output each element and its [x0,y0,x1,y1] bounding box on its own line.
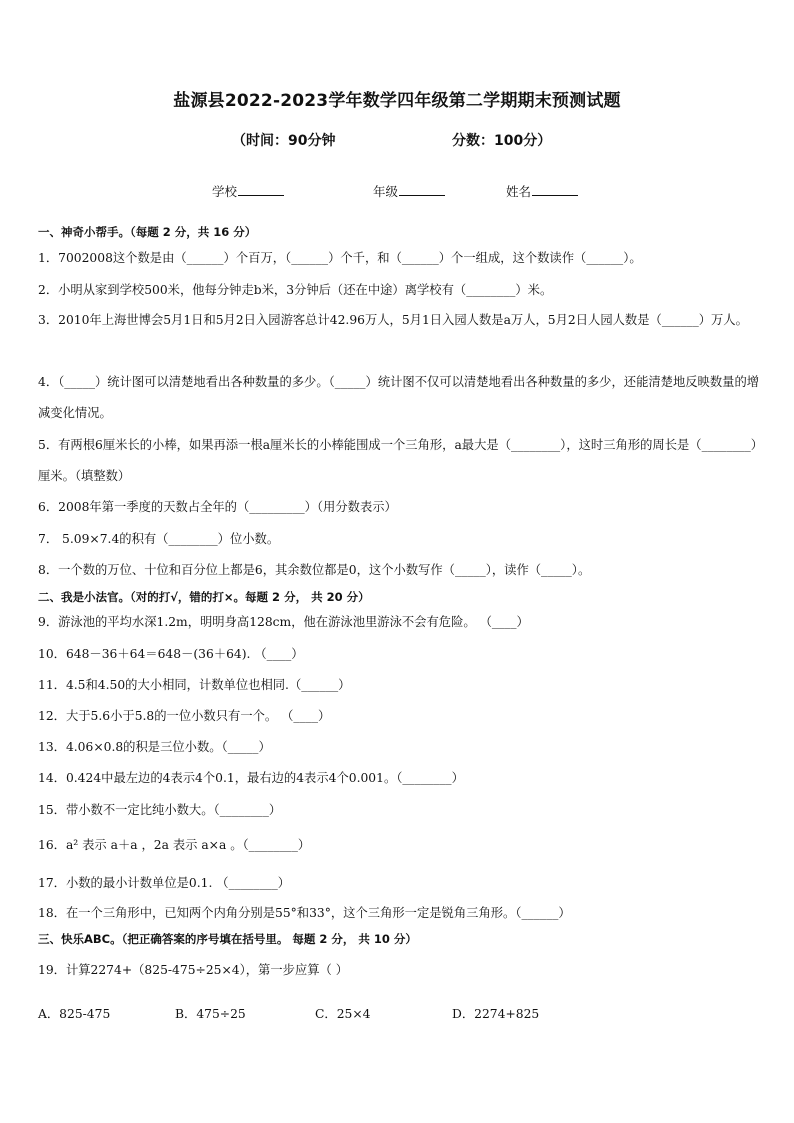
question-8: 8．一个数的万位、十位和百分位上都是6，其余数位都是0，这个小数写作（_____），读作（_____）。 [38,563,591,577]
question-18: 18．在一个三角形中，已知两个内角分别是55°和33°，这个三角形一定是锐角三角形。（______） [38,906,571,920]
option-b[interactable]: B．475÷25 [175,1007,246,1021]
time-label: （时间：90分钟 [232,133,336,149]
question-6: 6．2008年第一季度的天数占全年的（_________）（用分数表示） [38,500,397,514]
question-1: 1．7002008这个数是由（______）个百万，（______）个千，和（______）个一组成，这个数读作（______）。 [38,251,642,265]
grade-field [373,182,445,200]
section-heading-1: 一、神奇小帮手。（每题 2 分，共 16 分） [38,225,257,239]
name-label: 姓名 [506,184,532,199]
grade-blank[interactable] [399,183,445,196]
question-10: 10．648－36＋64＝648－(36＋64). （____） [38,647,304,661]
question-19: 19．计算2274+（825-475÷25×4），第一步应算（ ） [38,963,349,977]
question-14: 14．0.424中最左边的4表示4个0.1，最右边的4表示4个0.001。（________） [38,771,464,785]
name-field [506,182,578,200]
question-3: 3．2010年上海世博会5月1日和5月2日入园游客总计42.96万人，5月1日入园人数是a万人，5月2日人园人数是（______）万人。 [38,313,748,327]
school-label: 学校 [212,184,238,199]
question-17: 17．小数的最小计数单位是0.1. （________） [38,876,291,890]
option-c[interactable]: C．25×4 [315,1007,371,1021]
option-a[interactable]: A．825-475 [38,1007,111,1021]
question-5: 5．有两根6厘米长的小棒，如果再添一根a厘米长的小棒能围成一个三角形，a最大是（________），这时三角形的周长是（________）厘米。（填整数） [38,438,757,483]
question-11: 11．4.5和4.50的大小相同，计数单位也相同.（______） [38,678,351,692]
page-title: 盐源县2022-2023学年数学四年级第二学期期末预测试题 [173,91,621,111]
question-16: 16．a² 表示 a＋a ，2a 表示 a×a 。（________） [38,838,311,852]
section-heading-2: 二、我是小法官。（对的打√，错的打×。每题 2 分， 共 20 分） [38,590,370,604]
option-d[interactable]: D．2274+825 [452,1007,540,1021]
question-4: 4．（_____）统计图可以清楚地看出各种数量的多少。（_____）统计图不仅可以清楚地看出各种数量的多少，还能清楚地反映数量的增减变化情况。 [38,375,760,420]
grade-label: 年级 [373,184,399,199]
question-12: 12．大于5.6小于5.8的一位小数只有一个。 （____） [38,709,331,723]
school-field [212,182,284,200]
question-2: 2．小明从家到学校500米，他每分钟走b米，3分钟后（还在中途）离学校有（________）米。 [38,283,553,297]
section-heading-3: 三、快乐ABC。（把正确答案的序号填在括号里。 每题 2 分， 共 10 分） [38,932,417,946]
question-7: 7． 5.09×7.4的积有（________）位小数。 [38,532,280,546]
question-15: 15．带小数不一定比纯小数大。（________） [38,803,282,817]
score-label: 分数：100分） [452,133,552,149]
school-blank[interactable] [238,183,284,196]
name-blank[interactable] [532,183,578,196]
question-13: 13．4.06×0.8的积是三位小数。（_____） [38,740,271,754]
question-9: 9．游泳池的平均水深1.2m，明明身高128cm，他在游泳池里游泳不会有危险。 （____） [38,615,529,629]
